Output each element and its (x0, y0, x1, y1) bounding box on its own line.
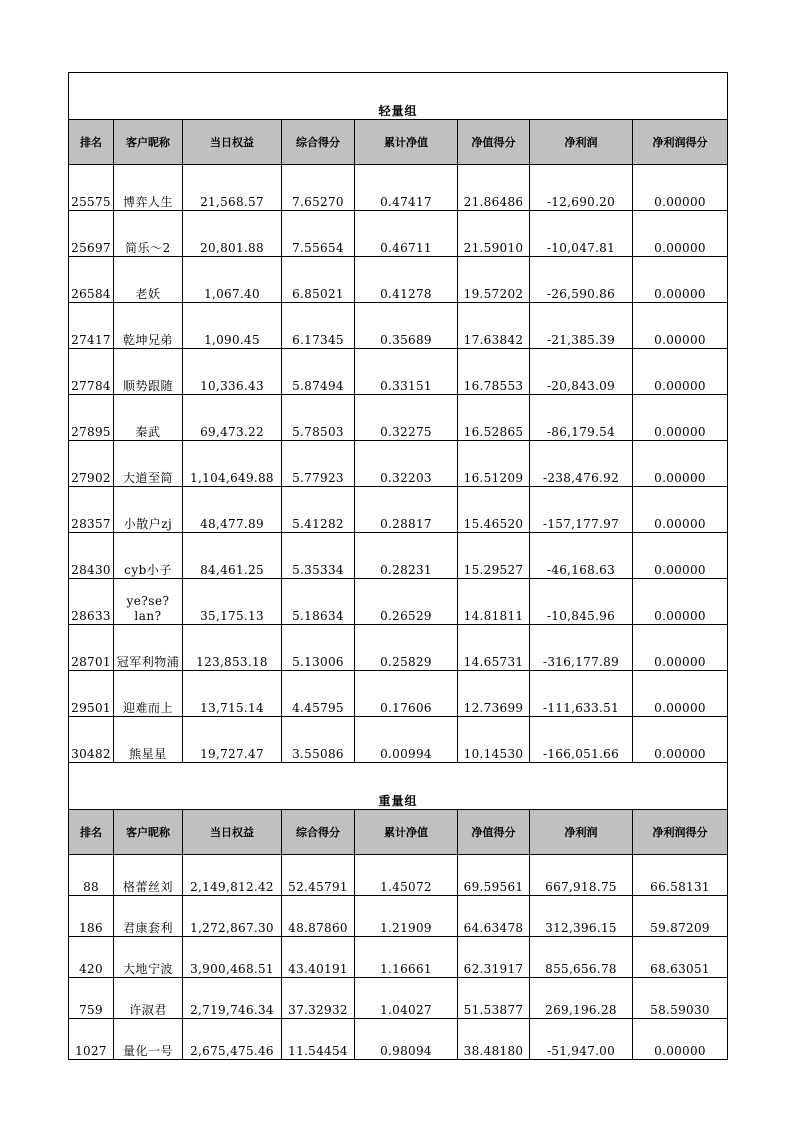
column-header: 净利润得分 (633, 810, 728, 855)
value-cell: 0.00000 (633, 349, 728, 395)
value-cell: 5.78503 (282, 395, 355, 441)
rank-cell: 1027 (69, 1019, 114, 1060)
value-cell: -20,843.09 (530, 349, 633, 395)
nickname-cell: 格蕾丝刘 (114, 855, 183, 896)
table-row (69, 211, 728, 257)
value-cell: 52.45791 (282, 855, 355, 896)
column-header: 综合得分 (282, 120, 355, 165)
value-cell: 0.32275 (355, 395, 458, 441)
column-header-row (69, 120, 728, 165)
table-row (69, 717, 728, 763)
value-cell: 2,149,812.42 (183, 855, 282, 896)
table-row (69, 395, 728, 441)
value-cell: 0.00000 (633, 533, 728, 579)
value-cell: 0.00000 (633, 671, 728, 717)
value-cell: 48.87860 (282, 896, 355, 937)
nickname-cell: 迎难而上 (114, 671, 183, 717)
nickname-cell: 博弈人生 (114, 165, 183, 211)
rank-cell: 759 (69, 978, 114, 1019)
value-cell: -12,690.20 (530, 165, 633, 211)
table-row (69, 896, 728, 937)
value-cell: 0.32203 (355, 441, 458, 487)
column-header: 净利润 (530, 810, 633, 855)
value-cell: 58.59030 (633, 978, 728, 1019)
column-header: 排名 (69, 810, 114, 855)
value-cell: -238,476.92 (530, 441, 633, 487)
value-cell: 0.00000 (633, 257, 728, 303)
nickname-cell: 老妖 (114, 257, 183, 303)
value-cell: 0.00000 (633, 441, 728, 487)
value-cell: 1.21909 (355, 896, 458, 937)
rank-cell: 28633 (69, 579, 114, 625)
value-cell: 38.48180 (458, 1019, 530, 1060)
value-cell: 0.00000 (633, 211, 728, 257)
value-cell: 0.28231 (355, 533, 458, 579)
value-cell: 2,675,475.46 (183, 1019, 282, 1060)
rank-cell: 30482 (69, 717, 114, 763)
value-cell: 7.55654 (282, 211, 355, 257)
value-cell: -157,177.97 (530, 487, 633, 533)
value-cell: 66.58131 (633, 855, 728, 896)
table-row (69, 978, 728, 1019)
value-cell: 0.00000 (633, 579, 728, 625)
value-cell: -166,051.66 (530, 717, 633, 763)
rank-cell: 28701 (69, 625, 114, 671)
value-cell: 19,727.47 (183, 717, 282, 763)
value-cell: 312,396.15 (530, 896, 633, 937)
column-header: 净利润得分 (633, 120, 728, 165)
table-row (69, 349, 728, 395)
rank-cell: 88 (69, 855, 114, 896)
value-cell: 0.47417 (355, 165, 458, 211)
value-cell: -26,590.86 (530, 257, 633, 303)
nickname-cell: 大道至简 (114, 441, 183, 487)
column-header: 净利润 (530, 120, 633, 165)
value-cell: 0.35689 (355, 303, 458, 349)
value-cell: 62.31917 (458, 937, 530, 978)
table-row (69, 1019, 728, 1060)
value-cell: -86,179.54 (530, 395, 633, 441)
table-row (69, 671, 728, 717)
nickname-cell: 简乐～2 (114, 211, 183, 257)
nickname-cell: 君康套利 (114, 896, 183, 937)
rank-cell: 27784 (69, 349, 114, 395)
light_group-title-row (69, 73, 728, 120)
value-cell: 37.32932 (282, 978, 355, 1019)
value-cell: 4.45795 (282, 671, 355, 717)
nickname-cell: 秦武 (114, 395, 183, 441)
value-cell: 11.54454 (282, 1019, 355, 1060)
column-header: 当日权益 (183, 120, 282, 165)
value-cell: 51.53877 (458, 978, 530, 1019)
group-title: 重量组 (69, 763, 728, 810)
value-cell: 19.57202 (458, 257, 530, 303)
value-cell: 0.00000 (633, 625, 728, 671)
column-header: 排名 (69, 120, 114, 165)
heavy_group-title-row (69, 763, 728, 810)
value-cell: 10.14530 (458, 717, 530, 763)
value-cell: 0.00000 (633, 717, 728, 763)
nickname-cell: 量化一号 (114, 1019, 183, 1060)
value-cell: 5.77923 (282, 441, 355, 487)
table-row (69, 579, 728, 625)
table-row (69, 165, 728, 211)
value-cell: 3.55086 (282, 717, 355, 763)
value-cell: 64.63478 (458, 896, 530, 937)
rank-cell: 26584 (69, 257, 114, 303)
rank-cell: 420 (69, 937, 114, 978)
value-cell: 0.33151 (355, 349, 458, 395)
value-cell: 1,090.45 (183, 303, 282, 349)
value-cell: 667,918.75 (530, 855, 633, 896)
value-cell: 14.81811 (458, 579, 530, 625)
value-cell: 1.04027 (355, 978, 458, 1019)
rank-cell: 25697 (69, 211, 114, 257)
value-cell: 13,715.14 (183, 671, 282, 717)
value-cell: 0.00000 (633, 303, 728, 349)
value-cell: 0.00994 (355, 717, 458, 763)
nickname-cell: 冠军利物浦 (114, 625, 183, 671)
value-cell: 0.28817 (355, 487, 458, 533)
column-header: 当日权益 (183, 810, 282, 855)
value-cell: 16.78553 (458, 349, 530, 395)
value-cell: 16.52865 (458, 395, 530, 441)
value-cell: -10,047.81 (530, 211, 633, 257)
value-cell: 5.41282 (282, 487, 355, 533)
column-header: 净值得分 (458, 120, 530, 165)
value-cell: 6.17345 (282, 303, 355, 349)
nickname-cell: 顺势跟随 (114, 349, 183, 395)
table-row (69, 257, 728, 303)
rank-cell: 28357 (69, 487, 114, 533)
value-cell: 21.86486 (458, 165, 530, 211)
value-cell: 68.63051 (633, 937, 728, 978)
table-row (69, 487, 728, 533)
value-cell: 1.16661 (355, 937, 458, 978)
ranking-sheet (68, 72, 728, 1060)
value-cell: 269,196.28 (530, 978, 633, 1019)
value-cell: 0.00000 (633, 165, 728, 211)
value-cell: -111,633.51 (530, 671, 633, 717)
group-title: 轻量组 (69, 73, 728, 120)
nickname-cell: ye?se?lan? (114, 579, 183, 625)
nickname-cell: 小散户zj (114, 487, 183, 533)
value-cell: 48,477.89 (183, 487, 282, 533)
value-cell: 35,175.13 (183, 579, 282, 625)
column-header: 净值得分 (458, 810, 530, 855)
table-row (69, 937, 728, 978)
rank-cell: 29501 (69, 671, 114, 717)
value-cell: 1,104,649.88 (183, 441, 282, 487)
column-header: 客户昵称 (114, 810, 183, 855)
table-row (69, 441, 728, 487)
value-cell: 855,656.78 (530, 937, 633, 978)
value-cell: 0.26529 (355, 579, 458, 625)
value-cell: 1,272,867.30 (183, 896, 282, 937)
value-cell: -51,947.00 (530, 1019, 633, 1060)
nickname-cell: 许淑君 (114, 978, 183, 1019)
value-cell: 0.46711 (355, 211, 458, 257)
value-cell: -316,177.89 (530, 625, 633, 671)
value-cell: 1,067.40 (183, 257, 282, 303)
value-cell: 2,719,746.34 (183, 978, 282, 1019)
value-cell: 43.40191 (282, 937, 355, 978)
value-cell: 69,473.22 (183, 395, 282, 441)
rank-cell: 27902 (69, 441, 114, 487)
value-cell: 5.35334 (282, 533, 355, 579)
table-row (69, 625, 728, 671)
value-cell: 14.65731 (458, 625, 530, 671)
value-cell: -21,385.39 (530, 303, 633, 349)
nickname-cell: 大地宁波 (114, 937, 183, 978)
column-header: 客户昵称 (114, 120, 183, 165)
column-header: 综合得分 (282, 810, 355, 855)
value-cell: 1.45072 (355, 855, 458, 896)
value-cell: 3,900,468.51 (183, 937, 282, 978)
table-row (69, 533, 728, 579)
value-cell: 5.18634 (282, 579, 355, 625)
value-cell: 0.00000 (633, 487, 728, 533)
value-cell: 0.41278 (355, 257, 458, 303)
value-cell: -46,168.63 (530, 533, 633, 579)
rank-cell: 27895 (69, 395, 114, 441)
column-header: 累计净值 (355, 120, 458, 165)
value-cell: 123,853.18 (183, 625, 282, 671)
value-cell: 17.63842 (458, 303, 530, 349)
value-cell: 0.00000 (633, 1019, 728, 1060)
value-cell: 0.98094 (355, 1019, 458, 1060)
value-cell: 15.29527 (458, 533, 530, 579)
nickname-cell: cyb小子 (114, 533, 183, 579)
value-cell: 21,568.57 (183, 165, 282, 211)
value-cell: 20,801.88 (183, 211, 282, 257)
value-cell: 5.87494 (282, 349, 355, 395)
nickname-cell: 乾坤兄弟 (114, 303, 183, 349)
value-cell: 7.65270 (282, 165, 355, 211)
value-cell: 15.46520 (458, 487, 530, 533)
rank-cell: 28430 (69, 533, 114, 579)
column-header-row (69, 810, 728, 855)
value-cell: 6.85021 (282, 257, 355, 303)
value-cell: 84,461.25 (183, 533, 282, 579)
value-cell: 5.13006 (282, 625, 355, 671)
value-cell: 69.59561 (458, 855, 530, 896)
value-cell: 0.00000 (633, 395, 728, 441)
value-cell: 12.73699 (458, 671, 530, 717)
column-header: 累计净值 (355, 810, 458, 855)
value-cell: 0.25829 (355, 625, 458, 671)
value-cell: -10,845.96 (530, 579, 633, 625)
rank-cell: 186 (69, 896, 114, 937)
nickname-cell: 熊星星 (114, 717, 183, 763)
value-cell: 16.51209 (458, 441, 530, 487)
table-row (69, 855, 728, 896)
rank-cell: 25575 (69, 165, 114, 211)
table-row (69, 303, 728, 349)
rank-cell: 27417 (69, 303, 114, 349)
value-cell: 21.59010 (458, 211, 530, 257)
value-cell: 0.17606 (355, 671, 458, 717)
value-cell: 10,336.43 (183, 349, 282, 395)
value-cell: 59.87209 (633, 896, 728, 937)
